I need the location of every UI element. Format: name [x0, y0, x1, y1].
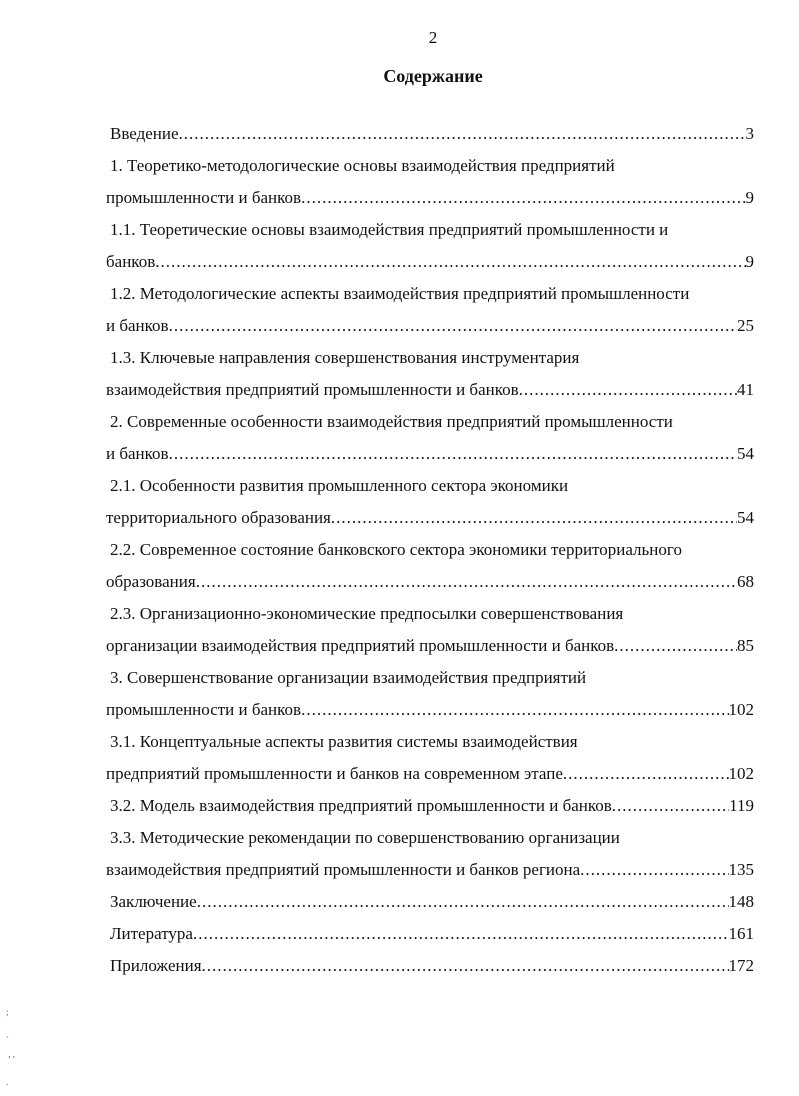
toc-entry-title-line: 3.3. Методические рекомендации по совершенствованию организации	[110, 828, 620, 847]
dot-leader	[197, 886, 729, 918]
toc-entry[interactable]	[106, 342, 754, 406]
scan-artifacts: ; ` , , .	[6, 1007, 15, 1087]
toc-entry-title-line: 1.2. Методологические аспекты взаимодействия предприятий промышленности	[110, 284, 690, 303]
toc-entry-leader-line	[106, 758, 754, 790]
table-of-contents	[106, 118, 754, 982]
toc-entry-leader-line	[106, 950, 754, 982]
toc-entry[interactable]	[106, 726, 754, 790]
toc-entry-page: 172	[728, 956, 754, 975]
toc-entry-leader-line	[106, 502, 754, 534]
toc-entry-leader-line	[106, 246, 754, 278]
toc-entry-title-line: 2.3. Организационно-экономические предпосылки совершенствования	[110, 604, 624, 623]
toc-entry-page: 119	[729, 796, 754, 815]
toc-entry-title: территориального образования	[106, 508, 331, 527]
dot-leader	[179, 118, 746, 150]
toc-entry-title: банков	[106, 252, 156, 271]
toc-entry-page: 9	[745, 188, 754, 207]
toc-entry-title: промышленности и банков	[106, 188, 302, 207]
toc-entry-title: Введение	[110, 124, 179, 143]
toc-entry-title: предприятий промышленности и банков на современном этапе	[106, 764, 563, 783]
toc-entry-title-line: 1.3. Ключевые направления совершенствования инструментария	[110, 348, 580, 367]
toc-entry-leader-line	[106, 182, 754, 214]
toc-entry-page: 9	[745, 252, 754, 271]
toc-entry-title: образования	[106, 572, 196, 591]
toc-entry[interactable]	[106, 886, 754, 918]
toc-entry[interactable]	[106, 406, 754, 470]
toc-entry[interactable]	[106, 662, 754, 726]
dot-leader	[301, 182, 745, 214]
toc-entry-leader-line	[106, 886, 754, 918]
toc-entry-title: 3.2. Модель взаимодействия предприятий промышленности и банков	[110, 796, 612, 815]
toc-entry[interactable]	[106, 950, 754, 982]
toc-entry-page: 3	[745, 124, 754, 143]
dot-leader	[519, 374, 737, 406]
toc-entry-page: 148	[728, 892, 754, 911]
toc-entry-title-line: 3. Совершенствование организации взаимодействия предприятий	[110, 668, 587, 687]
toc-entry-title-line: 2.1. Особенности развития промышленного сектора экономики	[110, 476, 569, 495]
dot-leader	[193, 918, 729, 950]
toc-entry[interactable]	[106, 214, 754, 278]
dot-leader	[169, 310, 737, 342]
dot-leader	[612, 790, 729, 822]
toc-entry-title: Литература	[110, 924, 193, 943]
toc-entry-page: 68	[737, 572, 754, 591]
dot-leader	[155, 246, 745, 278]
toc-entry-title: и банков	[106, 444, 169, 463]
dot-leader	[196, 566, 737, 598]
toc-entry[interactable]	[106, 470, 754, 534]
toc-entry-page: 102	[728, 700, 754, 719]
toc-entry[interactable]	[106, 150, 754, 214]
toc-entry[interactable]	[106, 118, 754, 150]
toc-entry-title: взаимодействия предприятий промышленности и банков региона	[106, 860, 581, 879]
toc-entry-title: Приложения	[110, 956, 202, 975]
toc-entry-page: 85	[737, 636, 754, 655]
toc-entry-title-line: 3.1. Концептуальные аспекты развития системы взаимодействия	[110, 732, 578, 751]
toc-entry-title: и банков	[106, 316, 169, 335]
toc-entry-page: 54	[737, 508, 754, 527]
toc-entry[interactable]	[106, 534, 754, 598]
toc-entry-title-line: 2.2. Современное состояние банковского сектора экономики территориального	[110, 540, 682, 559]
toc-entry-leader-line	[106, 630, 754, 662]
toc-entry[interactable]	[106, 598, 754, 662]
toc-entry-page: 102	[728, 764, 754, 783]
toc-entry-page: 25	[737, 316, 754, 335]
toc-entry-leader-line	[106, 694, 754, 726]
toc-entry-title: Заключение	[110, 892, 197, 911]
toc-entry-leader-line	[106, 854, 754, 886]
dot-leader	[202, 950, 729, 982]
dot-leader	[580, 854, 728, 886]
toc-entry-page: 135	[728, 860, 754, 879]
toc-entry-title-line: 1.1. Теоретические основы взаимодействия предприятий промышленности и	[110, 220, 669, 239]
toc-entry-page: 54	[737, 444, 754, 463]
toc-entry[interactable]	[106, 790, 754, 822]
toc-entry-leader-line	[106, 438, 754, 470]
toc-entry-page: 41	[737, 380, 754, 399]
toc-entry[interactable]	[106, 278, 754, 342]
toc-entry-leader-line	[106, 566, 754, 598]
toc-entry-page: 161	[728, 924, 754, 943]
dot-leader	[563, 758, 729, 790]
page-number: 2	[428, 28, 438, 47]
toc-entry-title: промышленности и банков	[106, 700, 302, 719]
dot-leader	[614, 630, 737, 662]
toc-entry-leader-line	[106, 310, 754, 342]
toc-entry-leader-line	[106, 374, 754, 406]
dot-leader	[301, 694, 728, 726]
toc-entry-title-line: 1. Теоретико-методологические основы взаимодействия предприятий	[110, 156, 615, 175]
toc-entry-leader-line	[106, 790, 754, 822]
dot-leader	[331, 502, 737, 534]
dot-leader	[169, 438, 737, 470]
toc-entry-title-line: 2. Современные особенности взаимодействия предприятий промышленности	[110, 412, 673, 431]
toc-entry-title: организации взаимодействия предприятий промышленности и банков	[106, 636, 615, 655]
page-title: Содержание	[383, 66, 483, 86]
toc-entry-title: взаимодействия предприятий промышленности и банков	[106, 380, 519, 399]
toc-entry[interactable]	[106, 822, 754, 886]
toc-entry-leader-line	[106, 918, 754, 950]
toc-entry-leader-line	[106, 118, 754, 150]
toc-entry[interactable]	[106, 918, 754, 950]
